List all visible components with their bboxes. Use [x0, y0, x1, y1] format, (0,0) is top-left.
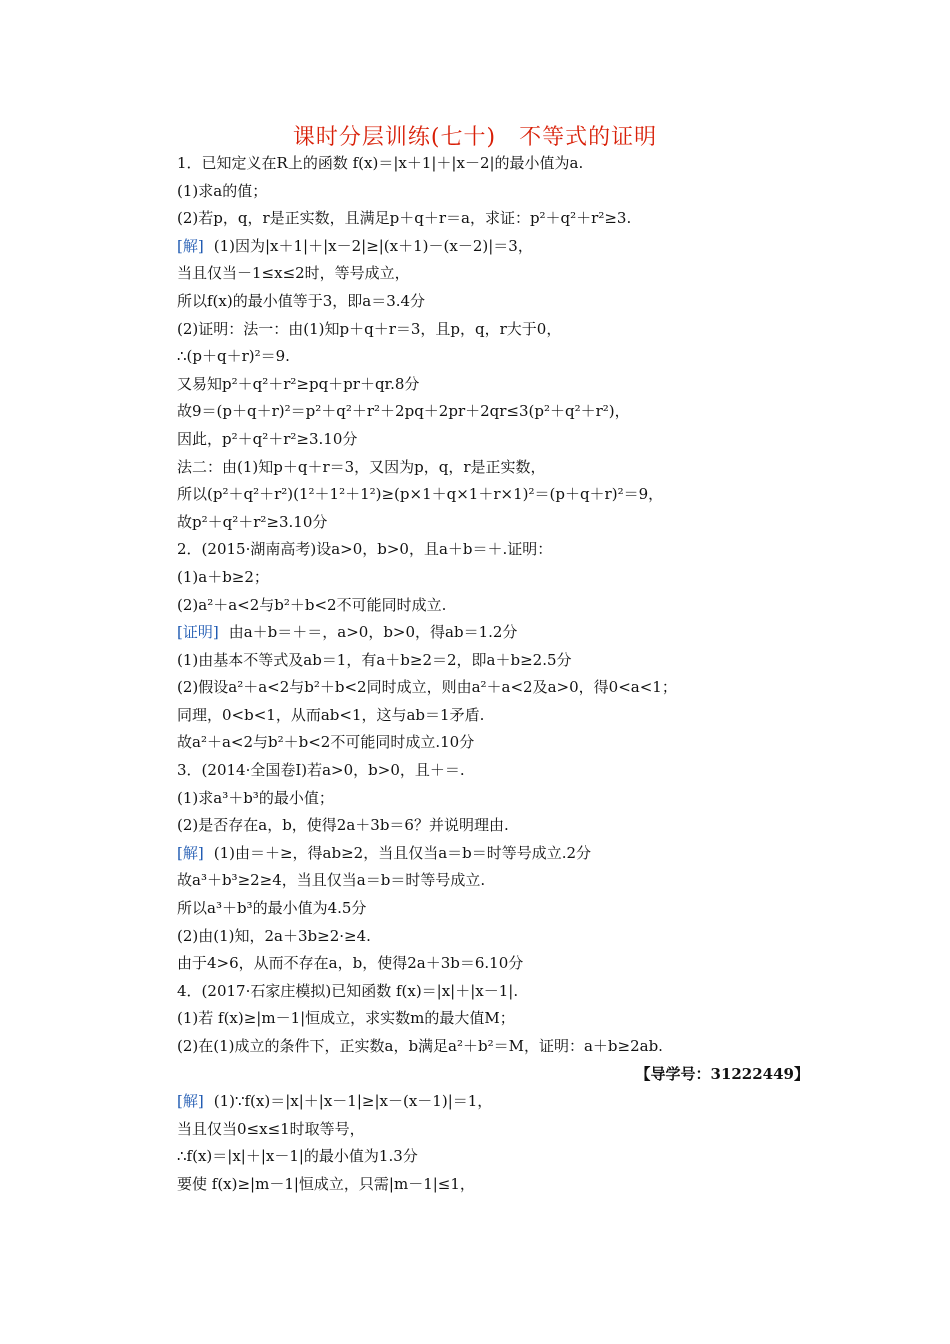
text-line — [177, 509, 817, 537]
text-line — [177, 978, 817, 1006]
text-line — [177, 867, 817, 895]
text-line — [177, 398, 817, 426]
text-line — [177, 1116, 817, 1144]
line-text: 当且仅当－1≤x≤2时，等号成立， — [177, 264, 410, 283]
solution-tag: [解] — [177, 1092, 204, 1111]
line-text: (1)因为|x＋1|＋|x－2|≥|(x＋1)－(x－2)|＝3， — [213, 236, 533, 255]
line-text: (1)由＝＋≥，得ab≥2，当且仅当a＝b＝时等号成立.2分 — [213, 843, 592, 862]
line-text: 要使 f(x)≥|m－1|恒成立，只需|m－1|≤1， — [177, 1174, 475, 1193]
line-text: 由a＋b＝＋＝，a>0，b>0，得ab＝1.2分 — [228, 623, 518, 642]
line-text: (1)∵f(x)＝|x|＋|x－1|≥|x－(x－1)|＝1， — [213, 1092, 493, 1111]
text-line — [177, 950, 817, 978]
solution-line — [177, 619, 817, 647]
line-text: (1)求a的值； — [177, 181, 268, 200]
line-text: (1)由基本不等式及ab＝1，有a＋b≥2＝2，即a＋b≥2.5分 — [177, 650, 572, 669]
line-text: 由于4>6，从而不存在a，b，使得2a＋3b＝6.10分 — [177, 954, 524, 973]
line-text: 所以a³＋b³的最小值为4.5分 — [177, 899, 367, 918]
text-line — [177, 647, 817, 675]
line-text: 【导学号：31222449】 — [635, 1064, 809, 1083]
line-text: 2．(2015·湖南高考)设a>0，b>0，且a＋b＝＋.证明： — [177, 540, 553, 559]
text-line — [177, 1143, 817, 1171]
line-text: 当且仅当0≤x≤1时取等号， — [177, 1119, 365, 1138]
text-line — [177, 729, 817, 757]
line-text: 又易知p²＋q²＋r²≥pq＋pr＋qr.8分 — [177, 374, 420, 393]
line-text: (1)若 f(x)≥|m－1|恒成立，求实数m的最大值M； — [177, 1009, 515, 1028]
line-text: 4．(2017·石家庄模拟)已知函数 f(x)＝|x|＋|x－1|. — [177, 981, 519, 1000]
line-text: ∴f(x)＝|x|＋|x－1|的最小值为1.3分 — [177, 1147, 418, 1166]
text-line — [177, 564, 817, 592]
line-text: 故p²＋q²＋r²≥3.10分 — [177, 512, 328, 531]
text-line — [177, 812, 817, 840]
solution-tag: [解] — [177, 843, 204, 862]
text-line — [177, 674, 817, 702]
line-text: (2)由(1)知，2a＋3b≥2·≥4. — [177, 926, 371, 945]
document-title: 课时分层训练(七十) 不等式的证明 — [292, 125, 658, 150]
line-text: 故9＝(p＋q＋r)²＝p²＋q²＋r²＋2pq＋2pr＋2qr≤3(p²＋q²＋r²)， — [177, 402, 630, 421]
line-text: 所以(p²＋q²＋r²)(1²＋1²＋1²)≥(p×1＋q×1＋r×1)²＝(p＋q＋r)²＝9， — [177, 485, 664, 504]
line-text: ∴(p＋q＋r)²＝9. — [177, 347, 290, 366]
text-line — [177, 1033, 817, 1061]
text-line — [177, 785, 817, 813]
text-line — [177, 536, 817, 564]
line-text: (2)在(1)成立的条件下，正实数a，b满足a²＋b²＝M，证明：a＋b≥2ab. — [177, 1037, 663, 1055]
text-line — [177, 371, 817, 399]
text-line — [177, 178, 817, 206]
line-text: (2)a²＋a<2与b²＋b<2不可能同时成立. — [177, 595, 447, 614]
text-line — [177, 426, 817, 454]
text-line — [177, 260, 817, 288]
document-body — [177, 150, 817, 1199]
line-text: 1．已知定义在R上的函数 f(x)＝|x＋1|＋|x－2|的最小值为a. — [177, 154, 584, 172]
text-line — [177, 923, 817, 951]
line-text: (2)假设a²＋a<2与b²＋b<2同时成立，则由a²＋a<2及a>0，得0<a<1； — [177, 678, 677, 697]
line-text: (2)是否存在a，b，使得2a＋3b＝6？并说明理由. — [177, 816, 509, 835]
solution-tag: [解] — [177, 236, 204, 255]
text-line — [177, 702, 817, 730]
line-text: 法二：由(1)知p＋q＋r＝3，又因为p，q，r是正实数， — [177, 457, 546, 476]
line-text: (1)a＋b≥2； — [177, 567, 269, 586]
text-line — [177, 1171, 817, 1199]
solution-tag: [证明] — [177, 623, 219, 642]
text-line — [177, 895, 817, 923]
text-line — [177, 1005, 817, 1033]
text-line — [177, 150, 817, 178]
line-text: 所以f(x)的最小值等于3，即a＝3.4分 — [177, 291, 426, 310]
text-line — [177, 343, 817, 371]
text-line — [177, 316, 817, 344]
solution-line — [177, 1088, 817, 1116]
text-line — [177, 757, 817, 785]
text-line — [177, 481, 817, 509]
text-line — [177, 205, 817, 233]
line-text: (2)证明：法一：由(1)知p＋q＋r＝3，且p，q，r大于0， — [177, 319, 562, 338]
text-line — [177, 288, 817, 316]
line-text: 3．(2014·全国卷Ⅰ)若a>0，b>0，且＋＝. — [177, 761, 465, 780]
text-line — [177, 454, 817, 482]
reference-number — [177, 1061, 817, 1089]
line-text: 故a³＋b³≥2≥4，当且仅当a＝b＝时等号成立. — [177, 871, 486, 890]
solution-line — [177, 840, 817, 868]
line-text: 故a²＋a<2与b²＋b<2不可能同时成立.10分 — [177, 733, 475, 752]
line-text: 因此，p²＋q²＋r²≥3.10分 — [177, 429, 358, 448]
line-text: 同理，0<b<1，从而ab<1，这与ab＝1矛盾. — [177, 705, 485, 724]
solution-line — [177, 233, 817, 261]
line-text: (2)若p，q，r是正实数，且满足p＋q＋r＝a，求证：p²＋q²＋r²≥3. — [177, 209, 632, 228]
text-line — [177, 592, 817, 620]
line-text: (1)求a³＋b³的最小值； — [177, 788, 334, 807]
